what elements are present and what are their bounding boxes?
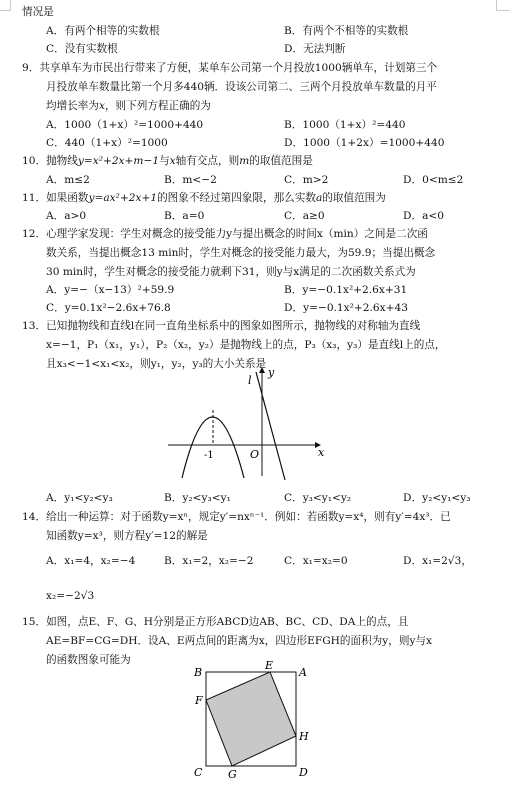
q15-label-c: C [194,766,203,779]
q9-stem-text: 均增长率为 [46,100,99,112]
q15-label-b: B [194,666,203,679]
q10-option-b: B．m<−2 [164,174,217,186]
q10-prefix: 10．抛物线 [22,155,78,167]
q9-stem-line3 [46,98,211,115]
q13-stem-line3: 且x₃<−1<x₁<x₂，则y₁，y₂，y₃的大小关系是 [46,358,267,370]
q13-label-x: x [318,446,325,459]
q8-option-c: C．没有实数根 [46,43,118,55]
corner-mark-left-h [0,10,11,11]
q13-label-origin: O [250,448,260,461]
q9-stem-line2: 月投放单车数量比第一个月多440辆．设该公司第二、三两个月投放单车数量的月平 [46,81,437,93]
q14-option-a: A．x₁=4，x₂=−4 [46,555,136,567]
q11-var: a [315,192,323,204]
q15-stem-line3: 的函数图象可能为 [46,654,131,666]
q9-stem-end: ，则下列方程正确的为 [104,100,211,112]
q10-suffix: 轴有交点，则 [175,155,240,167]
q13-graph [160,364,340,484]
q8-option-b: B．有两个不相等的实数根 [284,25,409,37]
q10-expr: y=x²+2x+m−1 [77,155,160,167]
q15-label-e: E [265,660,274,672]
q10-stem [22,153,313,170]
q9-stem-line1: 9．共享单车为市民出行带来了方便，某单车公司第一个月投放1000辆单车，计划第三个 [22,62,438,74]
q12-stem-line2: 数关系，当提出概念13 min时，学生对概念的接受能力最大，为59.9；当提出概念 [46,247,436,259]
q11-end: 的取值范围为 [322,192,386,204]
q11-option-a: A．a>0 [46,210,87,222]
q14-option-c: C．x₁=x₂=0 [284,555,348,567]
q11-prefix: 11．如果函数 [22,192,89,204]
q14-option-d-cont: x₂=−2√3 [46,590,95,602]
q8-option-d: D．无法判断 [284,43,346,55]
q10-end: 的取值范围是 [249,155,313,167]
q12-option-a: A．y=−（x−13）²+59.9 [46,284,175,296]
q15-label-d: D [299,766,308,779]
q13-option-d: D．y₂<y₁<y₃ [403,492,471,504]
q12-stem-line1: 12．心理学家发现：学生对概念的接受能力y与提出概念的时间x（min）之间是二次函 [22,228,428,240]
q15-label-h: H [299,730,309,743]
q14-stem-line1: 14．给出一种运算：对于函数y=xⁿ，规定y′=nxⁿ⁻¹．例如：若函数y=x⁴，则有y′=4x³．已 [22,511,451,523]
q12-option-b: B．y=−0.1x²+2.6x+31 [284,284,408,296]
q13-stem-line2: x=−1，P₁（x₁，y₁），P₂（x₂，y₂）是抛物线上的点，P₃（x₃，y₃）是直线l上的点， [46,339,446,351]
q11-option-c: C．a≥0 [284,210,325,222]
q10-option-c: C．m>2 [284,174,329,186]
q9-option-c: C．440（1+x）²=1000 [46,137,168,149]
q15-stem-line2: AE=BF=CG=DH．设A、E两点间的距离为x，四边形EFGH的面积为y，则y与x [46,635,433,647]
q10-option-d: D．0<m≤2 [403,174,464,186]
q13-label-minus1: -1 [204,450,214,461]
q11-option-d: D．a<0 [403,210,445,222]
q13-option-a: A．y₁<y₂<y₃ [46,492,113,504]
q10-axis: x [169,155,176,167]
q11-option-b: B．a=0 [164,210,205,222]
q10-option-a: A．m≤2 [46,174,90,186]
q14-option-d: D．x₁=2√3， [403,555,473,567]
q15-label-f: F [195,694,203,707]
q13-option-b: B．y₂<y₃<y₁ [164,492,231,504]
corner-mark-right-h [496,10,510,11]
q10-mid: 与 [159,155,170,167]
q13-label-y: y [268,366,275,379]
q14-option-b: B．x₁=2，x₂=−2 [164,555,254,567]
q13-stem-line1: 13．已知抛物线和直线l在同一直角坐标系中的图象如图所示，抛物线的对称轴为直线 [22,320,421,332]
q9-option-b: B．1000（1+x）²=440 [284,119,406,131]
q15-figure [188,660,314,780]
corner-mark-left [10,0,11,10]
q12-option-d: D．y=−0.1x²+2.6x+43 [284,302,408,314]
q15-quad-efgh [206,672,296,766]
q12-stem-line3: 30 min时，学生对概念的接受能力就剩下31，则y与x满足的二次函数关系式为 [46,266,416,278]
q14-stem-line2: 知函数y=x³，则方程y′=12的解是 [46,530,208,542]
q12-option-c: C．y=0.1x²−2.6x+76.8 [46,302,171,314]
corner-mark-right [496,0,497,10]
q8-option-a: A．有两个相等的实数根 [46,25,160,37]
q13-label-l: l [248,374,252,387]
q13-option-c: C．y₃<y₁<y₂ [284,492,352,504]
q8-tail: 情况是 [22,6,54,18]
q15-stem-line1: 15．如图，点E、F、G、H分别是正方形ABCD边AB、BC、CD、DA上的点，且 [22,616,409,628]
q10-var: m [239,155,250,167]
q13-line-l [256,372,285,480]
q15-label-g: G [228,768,237,780]
q11-mid: 的图象不经过第四象限，那么实数 [157,192,316,204]
q9-var-x: x [98,100,105,112]
q9-option-a: A．1000（1+x）²=1000+440 [46,119,204,131]
q11-stem [22,190,386,207]
q11-expr: y=ax²+2x+1 [88,192,158,204]
q15-label-a: A [299,666,307,679]
q9-option-d: D．1000（1+2x）=1000+440 [284,137,445,149]
